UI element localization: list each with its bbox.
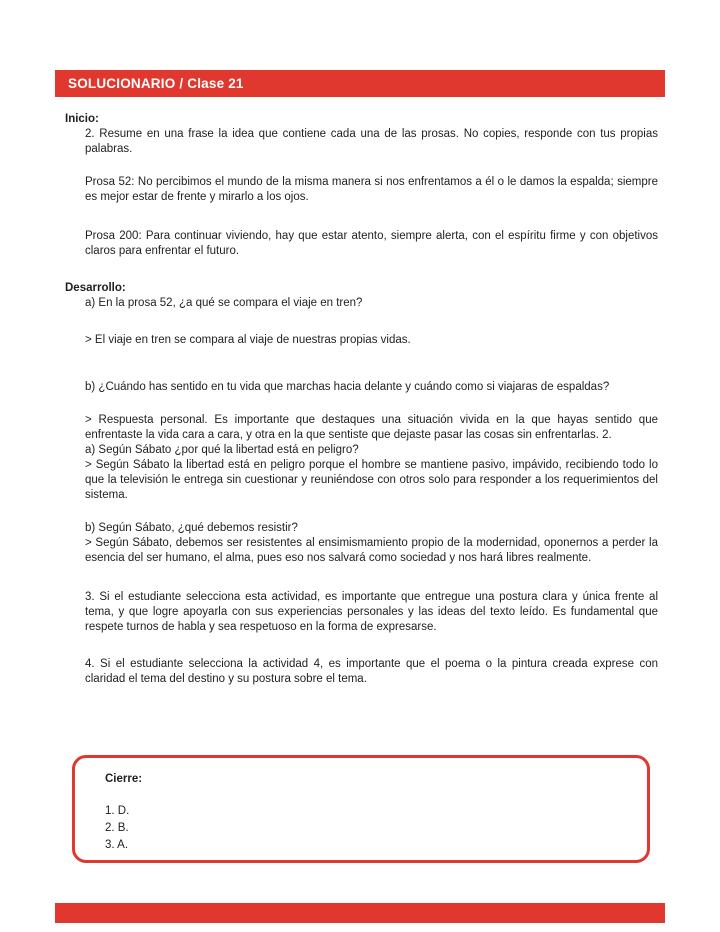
header-bar [55, 70, 665, 97]
document-content [65, 112, 658, 687]
cierre-answer-list [105, 803, 627, 854]
question-1b: b) ¿Cuándo has sentido en tu vida que marchas hacia delante y cuándo como si viajaras de espaldas? [85, 381, 610, 393]
question-2a: a) Según Sábato ¿por qué la libertad está en peligro? [85, 444, 359, 456]
paragraph-prosa-200: Prosa 200: Para continuar viviendo, hay que estar atento, siempre alerta, con el espíritu firme y con objetivos claros para enfrentar el futuro. [85, 230, 658, 257]
paragraph-inicio-item2: 2. Resume en una frase la idea que contiene cada una de las prosas. No copies, responde con tus propias palabras. [85, 128, 658, 155]
section-label-desarrollo: Desarrollo: [65, 282, 126, 294]
paragraph-prosa-52: Prosa 52: No percibimos el mundo de la misma manera si nos enfrentamos a él o le damos la espalda; siempre es mejor estar de frente y mirarlo a los ojos. [85, 176, 658, 203]
answer-item-1: 1. D. [105, 805, 130, 817]
answer-item-3: 3. A. [105, 839, 129, 851]
paragraph-item4: 4. Si el estudiante selecciona la actividad 4, es importante que el poema o la pintura creada exprese con claridad el tema del destino y su postura sobre el tema. [85, 658, 658, 685]
answer-2a: > Según Sábato la libertad está en peligro porque el hombre se mantiene pasivo, impávido, recibiendo todo lo que la televisión le entrega sin cuestionar y reuniéndose con otros solo para responder a los requerimientos del sistema. [85, 459, 658, 501]
answer-item-2: 2. B. [105, 822, 129, 834]
page-title: SOLUCIONARIO / Clase 21 [68, 76, 244, 91]
answer-1a: > El viaje en tren se compara al viaje de nuestras propias vidas. [85, 334, 411, 346]
question-2b: b) Según Sábato, ¿qué debemos resistir? [85, 522, 298, 534]
answer-2b: > Según Sábato, debemos ser resistentes al ensimismamiento propio de la modernidad, oponernos a perder la esencia del ser humano, el alma, pues eso nos salvará como sociedad y nos hará libres realmente. [85, 537, 658, 564]
paragraph-item3: 3. Si el estudiante selecciona esta actividad, es importante que entregue una postura clara y única frente al tema, y que logre apoyarla con sus experiencias personales y las ideas del texto leído. Es fundamental que respete turnos de habla y sea respetuoso en la forma de expresarse. [85, 591, 658, 633]
section-label-inicio: Inicio: [65, 113, 99, 125]
question-1a: a) En la prosa 52, ¿a qué se compara el viaje en tren? [85, 297, 363, 309]
cierre-box [72, 755, 650, 863]
answer-1b: > Respuesta personal. Es importante que destaques una situación vivida en la que hayas sentido que enfrentaste la vida cara a cara, y otra en la que sentiste que dejaste pasar las cosas sin enfrentarlas. 2. [85, 414, 658, 441]
footer-bar [55, 903, 665, 923]
section-label-cierre: Cierre: [105, 773, 143, 785]
